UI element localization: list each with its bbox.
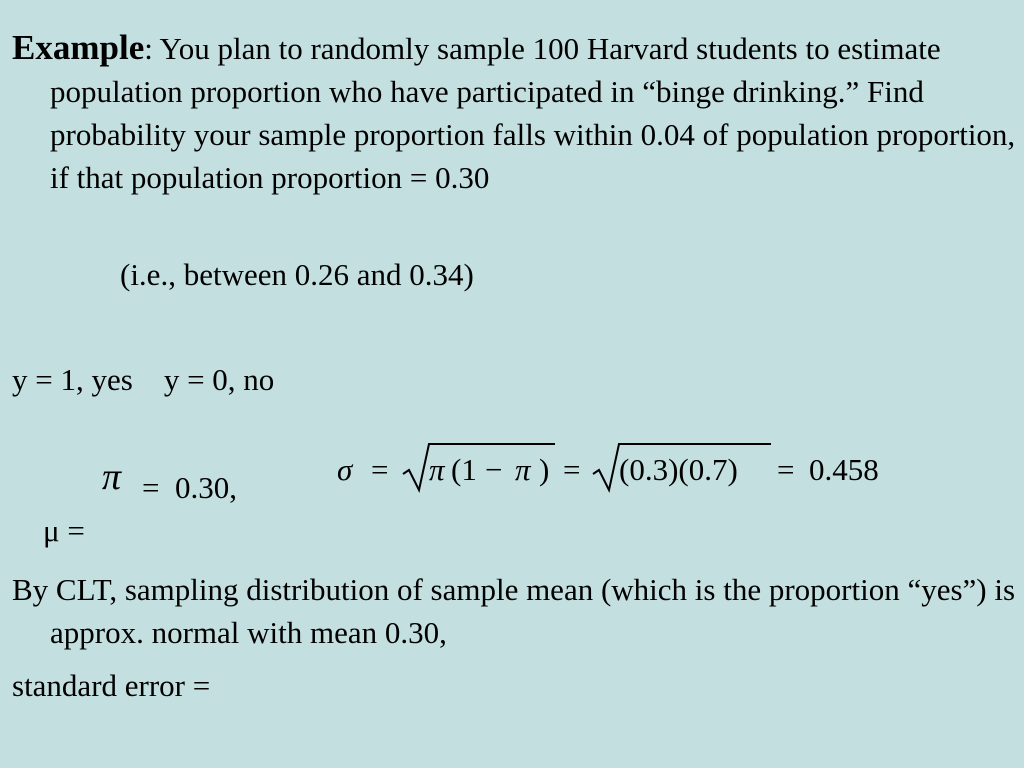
sigma-equation [335, 440, 915, 496]
y-no: y = 0, no [163, 362, 275, 397]
sigma-equation-svg [335, 440, 915, 496]
sigma-result: 0.458 [809, 452, 879, 487]
y-yes: y = 1, yes [12, 362, 133, 397]
equals-sign-2: = [563, 452, 581, 487]
standard-error-line: standard error = [12, 668, 211, 703]
pi-symbol: π [102, 456, 122, 498]
example-text: : You plan to randomly sample 100 Harvard students to estimate population proportion who have participated in “binge drinking.” Find probability your sample proportion falls within 0.04 of population proportion, if that population proportion = 0.30 [50, 31, 1016, 195]
minus-sign: − [485, 452, 503, 487]
mean-value: = 0.30, [142, 470, 237, 505]
pi-symbol-2: π [515, 452, 531, 487]
range-note: (i.e., between 0.26 and 0.34) [120, 257, 474, 292]
example-paragraph [12, 26, 1024, 199]
equals-sign-1: = [371, 452, 389, 487]
sigma-symbol: σ [337, 452, 353, 487]
mu-prefix: μ = [43, 513, 85, 548]
example-label: Example [12, 28, 145, 67]
paren-close: ) [539, 452, 550, 487]
y-values-line [12, 358, 274, 401]
equals-sign-3: = [777, 452, 795, 487]
clt-paragraph: By CLT, sampling distribution of sample mean (which is the proportion “yes”) is approx. normal with mean 0.30, [12, 572, 1016, 650]
sqrt-sign-1 [403, 444, 555, 490]
pi-symbol-1: π [429, 452, 445, 487]
paren-open: (1 [451, 452, 477, 487]
radicand-2: (0.3)(0.7) [619, 452, 738, 487]
